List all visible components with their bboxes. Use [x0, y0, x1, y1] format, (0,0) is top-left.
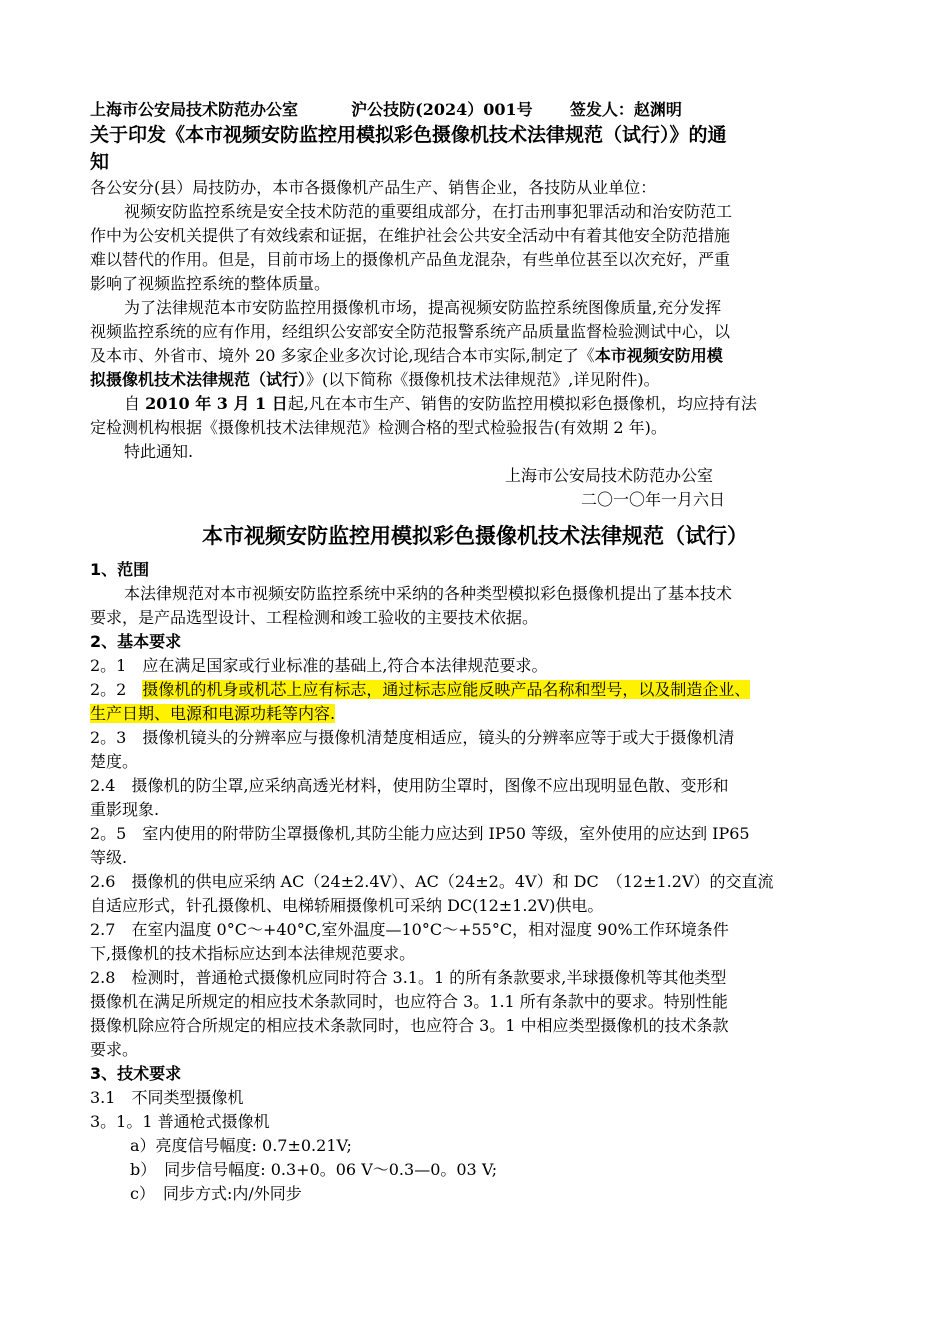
clause-2-2 [90, 678, 860, 702]
p1-line: 难以替代的作用。但是，目前市场上的摄像机产品鱼龙混杂，有些单位甚至以次充好，严重 [90, 250, 731, 269]
clause-2-4: 2.4 摄像机的防尘罩,应采纳高透光材料，使用防尘罩时，图像不应出现明显色散、变形和 [90, 776, 729, 795]
clause-2-1: 2。1 应在满足国家或行业标准的基础上,符合本法律规范要求。 [90, 656, 548, 675]
list-item: a）亮度信号幅度: 0.7±0.21V; [130, 1136, 352, 1155]
recipients: 各公安分(县）局技防办，本市各摄像机产品生产、销售企业，各技防从业单位： [90, 178, 657, 197]
highlighted-text: 生产日期、电源和电源功耗等内容. [90, 704, 336, 723]
notice-title-line-1: 关于印发《本市视频安防监控用模拟彩色摄像机技术法律规范（试行）》的通 [90, 124, 727, 146]
section-heading: 1、范围 [90, 560, 150, 579]
clause-2-8: 摄像机在满足所规定的相应技术条款同时，也应符合 3。1.1 所有条款中的要求。特别性能 [90, 992, 728, 1011]
spec-text: 要求，是产品选型设计、工程检测和竣工验收的主要技术依据。 [90, 608, 539, 627]
p1-line: 作中为公安机关提供了有效线索和证据，在维护社会公共安全活动中有着其他安全防范措施 [90, 226, 731, 245]
p3-text: 起,凡在本市生产、销售的安防监控用模拟彩色摄像机，均应持有法 [287, 394, 757, 413]
clause-2-8: 要求。 [90, 1040, 139, 1059]
spec-title: 本市视频安防监控用模拟彩色摄像机技术法律规范（试行） [202, 523, 748, 548]
p2-text: 及本市、外省市、境外 20 多家企业多次讨论,现结合本市实际,制定了《 [90, 346, 595, 365]
clause-2-3: 楚度。 [90, 752, 139, 771]
section-heading: 3、技术要求 [90, 1064, 182, 1083]
clause-2-8: 摄像机除应符合所规定的相应技术条款同时，也应符合 3。1 中相应类型摄像机的技术条款 [90, 1016, 729, 1035]
clause-2-8: 2.8 检测时，普通枪式摄像机应同时符合 3.1。1 的所有条款要求,半球摄像机等其他类型 [90, 968, 727, 987]
header-line [90, 98, 860, 122]
document-number: 沪公技防(2024）001号 [351, 100, 533, 119]
signer: 签发人：赵渊明 [569, 100, 682, 119]
p2-text: 》(以下简称《摄像机技术法律规范》,详见附件)。 [306, 370, 660, 389]
signature-office: 上海市公安局技术防范办公室 [505, 466, 714, 485]
clause-2-4: 重影现象. [90, 800, 160, 819]
highlighted-text: 摄像机的机身或机芯上应有标志，通过标志应能反映产品名称和型号，以及制造企业、 [142, 680, 751, 699]
list-item: b） 同步信号幅度: 0.3+0。06 V～0.3—0。03 V; [130, 1160, 498, 1179]
list-item: c） 同步方式:内/外同步 [130, 1184, 302, 1203]
section-heading: 2、基本要求 [90, 632, 182, 651]
p3-line: 定检测机构根据《摄像机技术法律规范》检测合格的型式检验报告(有效期 2 年)。 [90, 418, 667, 437]
notice-title-line-2: 知 [90, 151, 110, 173]
effective-date: 2010 年 3 月 1 日 [145, 394, 288, 413]
spec-text: 本法律规范对本市视频安防监控系统中采纳的各种类型模拟彩色摄像机提出了基本技术 [124, 584, 733, 603]
clause-2-6: 2.6 摄像机的供电应采纳 AC（24±2.4V）、AC（24±2。4V）和 DC （12±1.2V）的交直流 [90, 872, 774, 891]
clause-2-6: 自适应形式，针孔摄像机、电梯轿厢摄像机可采纳 DC(12±1.2V)供电。 [90, 896, 604, 915]
p3-text: 自 [124, 394, 146, 413]
document-page [90, 98, 860, 1206]
signature-date: 二〇一〇年一月六日 [581, 490, 726, 509]
p1-line: 视频安防监控系统是安全技术防范的重要组成部分，在打击刑事犯罪活动和治安防范工 [124, 202, 733, 221]
regulation-name: 拟摄像机技术法律规范（试行） [90, 370, 307, 389]
clause-2-5: 2。5 室内使用的附带防尘罩摄像机,其防尘能力应达到 IP50 等级，室外使用的应达到 IP65 [90, 824, 750, 843]
issuing-office: 上海市公安局技术防范办公室 [90, 100, 299, 119]
p2-line [90, 344, 860, 368]
clause-2-7: 下,摄像机的技术指标应达到本法律规范要求。 [90, 944, 416, 963]
clause-3-1: 3.1 不同类型摄像机 [90, 1088, 244, 1107]
p2-line: 视频监控系统的应有作用，经组织公安部安全防范报警系统产品质量监督检验测试中心，以 [90, 322, 731, 341]
regulation-name: 本市视频安防用模 [594, 346, 723, 365]
clause-3-1-1: 3。1。1 普通枪式摄像机 [90, 1112, 270, 1131]
clause-number: 2。2 [90, 680, 143, 699]
p2-line: 为了法律规范本市安防监控用摄像机市场，提高视频安防监控系统图像质量,充分发挥 [124, 298, 722, 317]
clause-2-2 [90, 702, 860, 726]
clause-2-5: 等级. [90, 848, 128, 867]
clause-2-7: 2.7 在室内温度 0°C～+40°C,室外温度—10°C～+55°C，相对湿度 90%工作环境条件 [90, 920, 729, 939]
p2-line [90, 368, 860, 392]
p1-line: 影响了视频监控系统的整体质量。 [90, 274, 331, 293]
clause-2-3: 2。3 摄像机镜头的分辨率应与摄像机清楚度相适应，镜头的分辨率应等于或大于摄像机清 [90, 728, 735, 747]
closing: 特此通知. [124, 442, 194, 461]
p3-line [90, 392, 860, 416]
